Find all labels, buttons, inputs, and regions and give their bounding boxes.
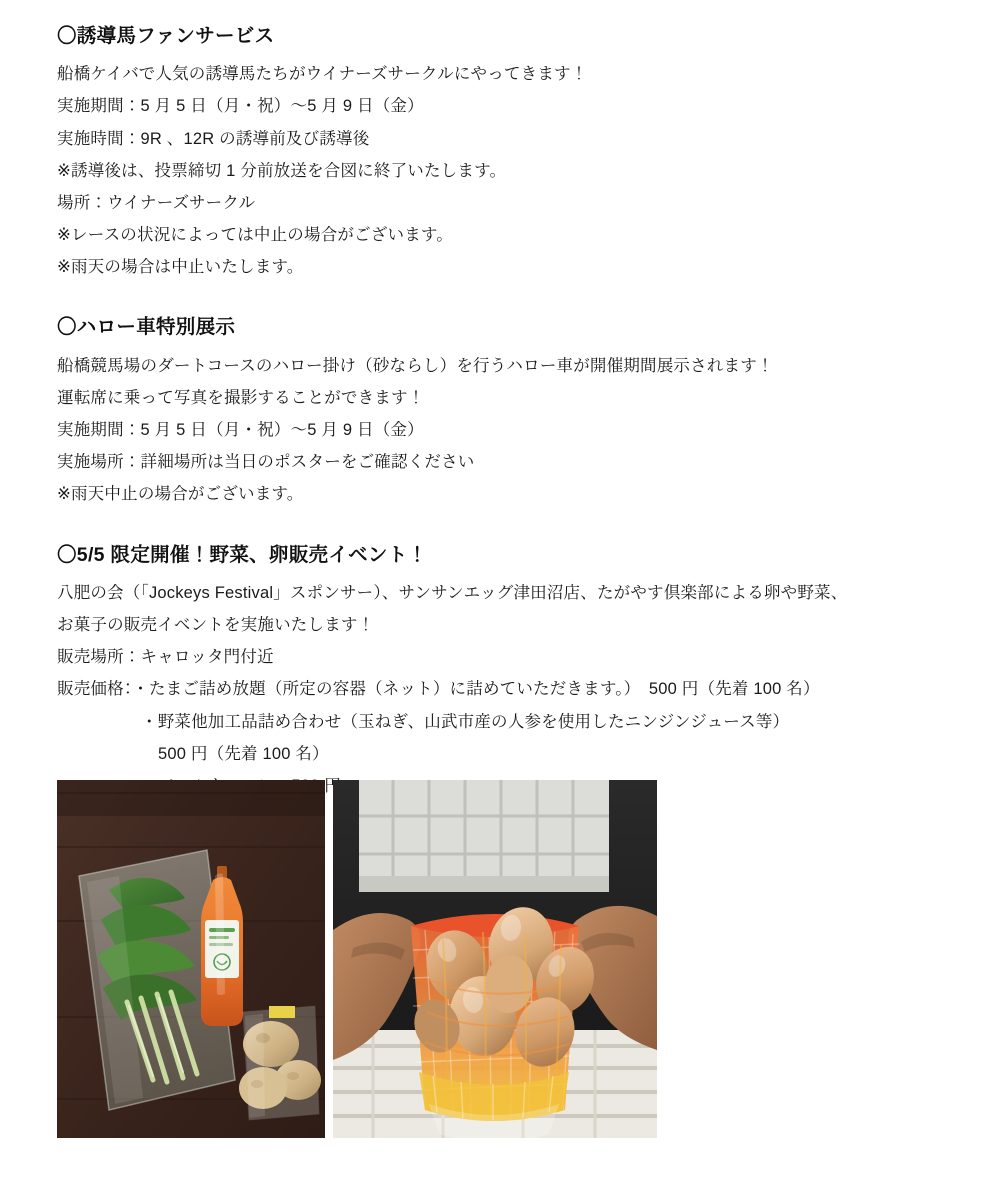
section-line: 船橋競馬場のダートコースのハロー掛け（砂ならし）を行うハロー車が開催期間展示されます！ (57, 356, 774, 375)
section-leading-horse-fan-service (57, 22, 947, 283)
photo-eggs (333, 780, 657, 1138)
section-line: 販売価格：・たまご詰め放題（所定の容器（ネット）に詰めていただきます。） 500 円（先着 100 名） (57, 680, 820, 699)
section-heading: 〇ハロー車特別展示 (57, 316, 236, 339)
photo-gallery (57, 780, 657, 1138)
section-heading: 〇5/5 限定開催！野菜、卵販売イベント！ (57, 543, 428, 566)
section-line: 船橋ケイバで人気の誘導馬たちがウイナーズサークルにやってきます！ (57, 65, 588, 84)
section-line: ※雨天中止の場合がございます。 (57, 485, 304, 504)
section-line: 実施期間：5 月 5 日（月・祝）～5 月 9 日（金） (57, 97, 424, 116)
section-line: 500 円（先着 100 名） (158, 744, 329, 763)
section-vegetable-egg-sale-event (57, 541, 947, 802)
section-line: 八肥の会（「Jockeys Festival」スポンサー）、サンサンエッグ津田沼店、たがやす倶楽部による卵や野菜、 (57, 583, 848, 602)
section-line: 販売場所：キャロッタ門付近 (57, 648, 274, 667)
section-line: ※レースの状況によっては中止の場合がございます。 (57, 226, 453, 245)
section-line: お菓子の販売イベントを実施いたします！ (57, 615, 375, 634)
photo-eggs-graphic (333, 780, 657, 1138)
section-harrow-vehicle-exhibit (57, 313, 947, 510)
document-body (57, 22, 947, 802)
section-line: 実施時間：9R 、12R の誘導前及び誘導後 (57, 129, 370, 148)
section-line: ※雨天の場合は中止いたします。 (57, 258, 304, 277)
section-line: 運転席に乗って写真を撮影することができます！ (57, 388, 425, 407)
photo-vegetables-graphic (57, 780, 325, 1138)
section-heading: 〇誘導馬ファンサービス (57, 25, 275, 47)
section-line: ・野菜他加工品詰め合わせ（玉ねぎ、山武市産の人参を使用したニンジンジュース等） (141, 712, 790, 731)
section-line: 場所：ウイナーズサークル (57, 193, 256, 212)
section-line: 実施期間：5 月 5 日（月・祝）～5 月 9 日（金） (57, 421, 424, 440)
section-line: 実施場所：詳細場所は当日のポスターをご確認ください (57, 453, 475, 472)
section-line: ※誘導後は、投票締切 1 分前放送を合図に終了いたします。 (57, 161, 507, 180)
photo-vegetables (57, 780, 325, 1138)
